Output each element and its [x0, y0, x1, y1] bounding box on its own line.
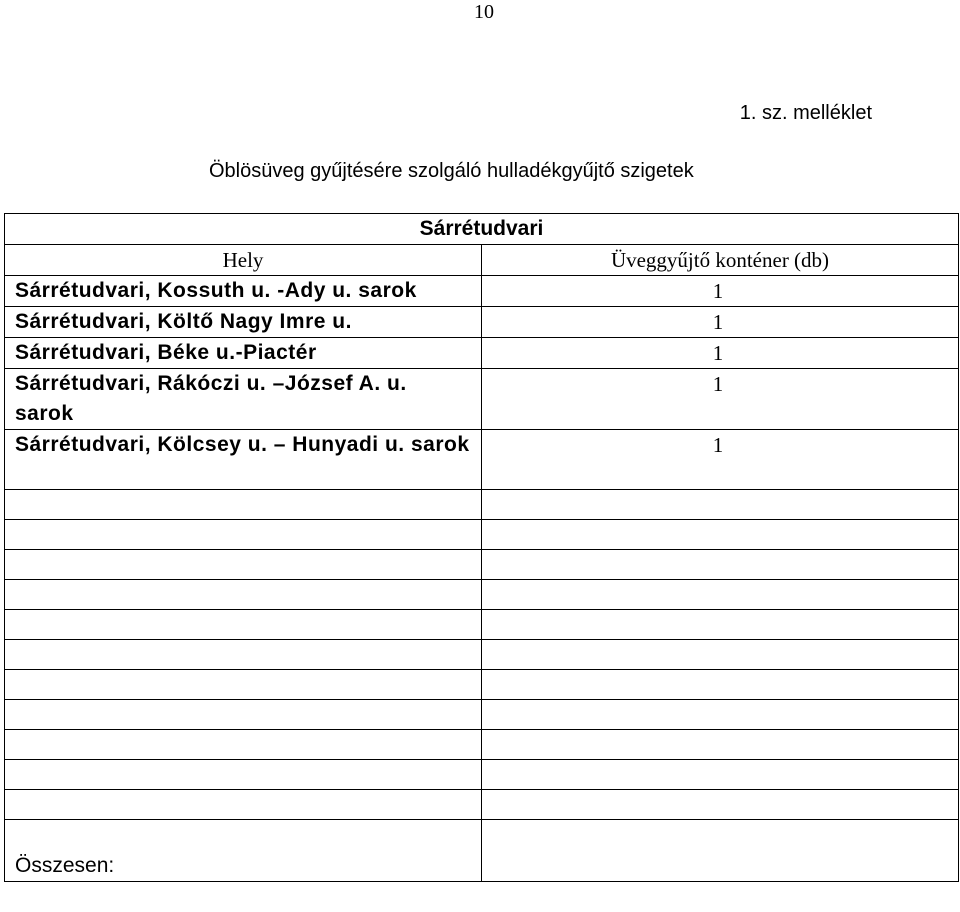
location-cell: Sárrétudvari, Rákóczi u. –József A. u. sarok: [5, 369, 482, 430]
empty-cell: [5, 580, 482, 610]
location-cell: Sárrétudvari, Költő Nagy Imre u.: [5, 307, 482, 338]
empty-cell: [482, 490, 959, 520]
empty-cell: [482, 640, 959, 670]
empty-cell: [482, 580, 959, 610]
table-header-row: [5, 245, 959, 276]
empty-cell: [482, 700, 959, 730]
annex-label: 1. sz. melléklet: [739, 102, 872, 124]
empty-row: [5, 640, 959, 670]
empty-row: [5, 610, 959, 640]
location-cell: Sárrétudvari, Kossuth u. -Ady u. sarok: [5, 276, 482, 307]
table-row: [5, 338, 959, 369]
empty-cell: [5, 640, 482, 670]
location-cell: Sárrétudvari, Béke u.-Piactér: [5, 338, 482, 369]
count-cell: [482, 307, 959, 338]
empty-cell: [482, 790, 959, 820]
empty-cell: [5, 670, 482, 700]
document-title: Öblösüveg gyűjtésére szolgáló hulladékgyűjtő szigetek: [209, 160, 694, 182]
count-cell: [482, 369, 959, 430]
count-value: 1: [712, 310, 724, 334]
table-row: [5, 430, 959, 490]
empty-row: [5, 490, 959, 520]
empty-cell: [5, 760, 482, 790]
count-cell: [482, 276, 959, 307]
empty-cell: [5, 790, 482, 820]
empty-cell: [5, 730, 482, 760]
empty-cell: [5, 490, 482, 520]
empty-row: [5, 700, 959, 730]
count-value: 1: [712, 372, 724, 396]
total-label: Összesen:: [5, 820, 482, 882]
town-heading: Sárrétudvari: [5, 214, 959, 245]
count-value: 1: [712, 341, 724, 365]
empty-cell: [5, 520, 482, 550]
collection-points-table: [4, 213, 959, 882]
empty-row: [5, 550, 959, 580]
total-row: [5, 820, 959, 882]
empty-cell: [5, 550, 482, 580]
count-cell: [482, 338, 959, 369]
empty-row: [5, 790, 959, 820]
empty-cell: [482, 760, 959, 790]
table-row: [5, 307, 959, 338]
empty-cell: [5, 610, 482, 640]
count-cell: [482, 430, 959, 490]
empty-row: [5, 670, 959, 700]
header-place: Hely: [5, 245, 482, 276]
count-value: 1: [712, 279, 724, 303]
page-number: 10: [474, 1, 494, 23]
empty-cell: [482, 520, 959, 550]
table-row: [5, 369, 959, 430]
empty-cell: [482, 670, 959, 700]
empty-row: [5, 520, 959, 550]
count-value: 1: [712, 433, 724, 457]
empty-cell: [482, 730, 959, 760]
empty-cell: [482, 610, 959, 640]
location-cell: Sárrétudvari, Kölcsey u. – Hunyadi u. sarok: [5, 430, 482, 490]
empty-row: [5, 760, 959, 790]
header-container-count: Üveggyűjtő konténer (db): [482, 245, 959, 276]
empty-row: [5, 580, 959, 610]
table-row: [5, 276, 959, 307]
empty-cell: [5, 700, 482, 730]
empty-row: [5, 730, 959, 760]
empty-cell: [482, 550, 959, 580]
table-town-row: [5, 214, 959, 245]
total-value-cell: [482, 820, 959, 882]
